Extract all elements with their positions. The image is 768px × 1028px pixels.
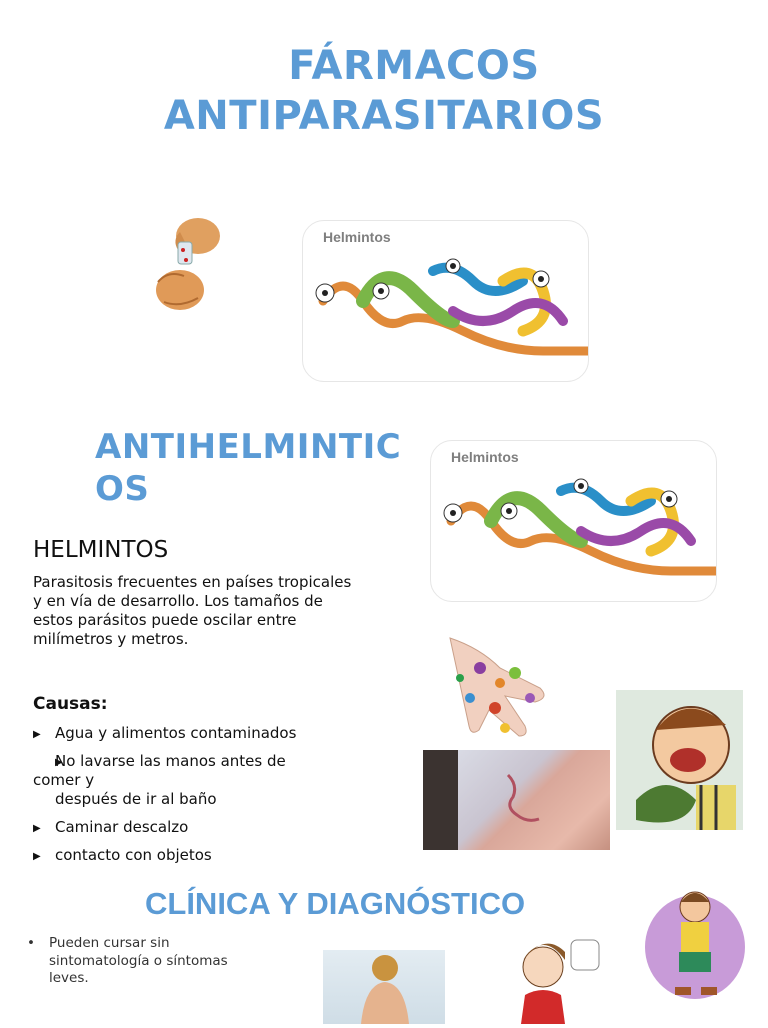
paragraph-line: Parasitosis frecuentes en países tropicales — [33, 573, 352, 591]
clinica-heading: CLÍNICA Y DIAGNÓSTICO — [145, 886, 526, 921]
list-item: ▶ No lavarse las manos antes de comer y después de ir al baño — [33, 752, 333, 809]
paragraph-line: y en vía de desarrollo. Los tamaños de — [33, 592, 323, 610]
list-item: ▶ Agua y alimentos contaminados — [33, 724, 333, 743]
girl-toilet-image — [503, 935, 608, 1024]
child-back-image — [323, 950, 445, 1024]
causas-heading: Causas: — [33, 694, 108, 714]
antihelminticos-heading-line2: OS — [95, 469, 150, 509]
antihelminticos-heading-line1: ANTIHELMINTIC — [95, 427, 402, 467]
bullet-line: sintomatología o síntomas — [49, 952, 228, 969]
helmintos-label: Helmintos — [451, 449, 519, 465]
page-title-line1: FÁRMACOS — [288, 43, 540, 89]
helmintos-image-top — [302, 220, 589, 382]
paragraph-line: milímetros y metros. — [33, 630, 189, 648]
stomach-ache-image — [643, 882, 748, 1002]
hand-germs-image — [440, 628, 555, 746]
page-title-line2: ANTIPARASITARIOS — [163, 93, 605, 139]
helmintos-heading: HELMINTOS — [33, 537, 169, 563]
child-eating-image — [616, 690, 743, 830]
foot-larva-image — [423, 750, 610, 850]
helmintos-paragraph — [33, 573, 403, 649]
paragraph-line: estos parásitos puede oscilar entre — [33, 611, 297, 629]
helmintos-label: Helmintos — [323, 229, 391, 245]
hand-pill-image — [150, 212, 225, 317]
bullet-line: leves. — [49, 970, 89, 986]
bullet-dot: • — [27, 935, 35, 951]
bullet-line: Pueden cursar sin — [49, 935, 170, 951]
helmintos-image-middle — [430, 440, 717, 602]
list-item: ▶ Caminar descalzo — [33, 818, 333, 837]
causas-list — [33, 724, 333, 874]
list-item: ▶ contacto con objetos — [33, 846, 333, 865]
clinica-bullet-1 — [49, 935, 269, 988]
